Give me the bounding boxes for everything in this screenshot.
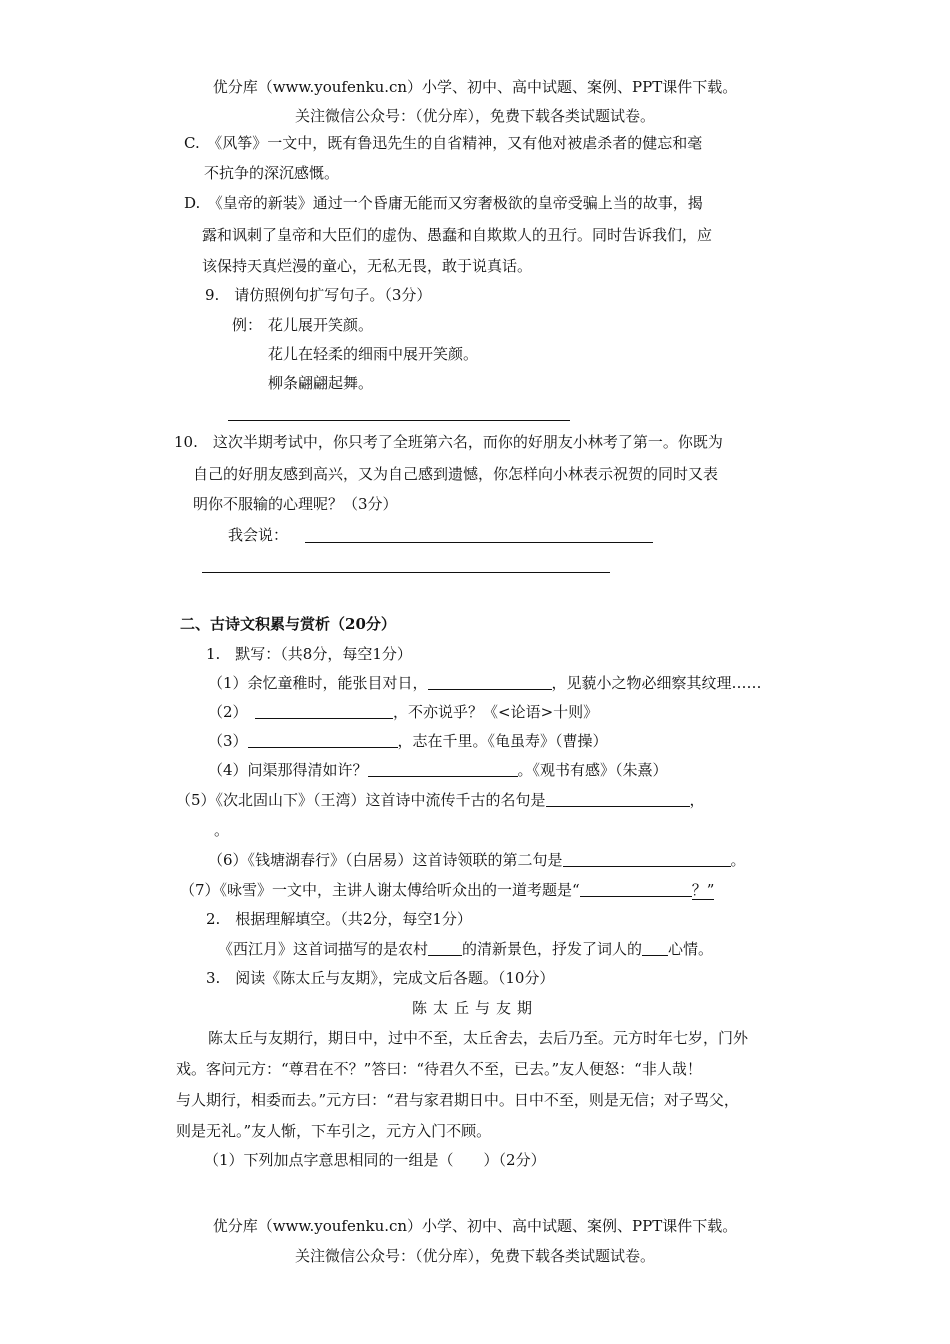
s2-q3-title: 3. 阅读《陈太丘与友期》，完成文后各题。（10分） <box>206 969 555 987</box>
s2-q1-item5-text-b: ， <box>689 791 705 809</box>
s2-q2-line <box>218 939 713 959</box>
q8-option-d-line3: 该保持天真烂漫的童心，无私无畏，敢于说真话。 <box>202 257 533 275</box>
s2-q1-item4-blank[interactable] <box>368 761 518 777</box>
s2-q2-blank-2[interactable] <box>642 940 668 956</box>
q10-answer-line-2[interactable] <box>202 572 610 573</box>
s2-q1-item7-text-b: ？” <box>691 881 715 899</box>
footer-line-1: 优分库（www.youfenku.cn）小学、初中、高中试题、案例、PPT课件下载。 <box>212 1217 738 1235</box>
s2-q1-item5-end: 。 <box>214 821 230 839</box>
s2-q1-item4-text-a: （4）问渠那得清如许？ <box>208 761 368 779</box>
q10-line3: 明你不服输的心理呢？（3分） <box>193 495 398 513</box>
q9-example-label: 例： <box>232 316 263 334</box>
s2-q1-item1-text-a: （1）余忆童稚时，能张目对日， <box>208 674 428 692</box>
s2-q1-item7-text-a: （7）《咏雪》一文中，主讲人谢太傅给听众出的一道考题是“ <box>180 881 580 899</box>
s2-q1-item5-text-a: （5）《次北固山下》（王湾）这首诗中流传千古的名句是 <box>176 791 546 809</box>
s2-q1-item7-blank[interactable] <box>580 881 692 897</box>
s2-q2-blank-1[interactable] <box>428 940 462 956</box>
s2-q1-item2 <box>208 702 598 722</box>
q10-line2: 自己的好朋友感到高兴，又为自己感到遗憾，你怎样向小林表示祝贺的同时又表 <box>193 465 719 483</box>
s2-q1-item4 <box>208 760 668 780</box>
section2-heading: 二、古诗文积累与赏析（20分） <box>180 615 396 633</box>
q9-example-2: 花儿在轻柔的细雨中展开笑颜。 <box>268 345 479 363</box>
s2-q1-item3-text-b: ，志在千里。《龟虽寿》（曹操） <box>397 732 608 750</box>
s2-q2-text-c: 心情。 <box>668 940 714 958</box>
q9-task-sentence: 柳条翩翩起舞。 <box>268 374 374 392</box>
s2-q1-item5 <box>176 790 705 810</box>
s2-q2-title: 2. 根据理解填空。（共2分，每空1分） <box>206 910 472 928</box>
s2-q1-item2-blank[interactable] <box>255 703 393 719</box>
s2-q1-item1-blank[interactable] <box>428 674 552 690</box>
s2-q1-item6-blank[interactable] <box>563 851 731 867</box>
s2-q3-passage-line1: 陈太丘与友期行，期日中，过中不至，太丘舍去，去后乃至。元方时年七岁，门外 <box>208 1029 749 1047</box>
q8-option-c-line1: C. 《风筝》一文中，既有鲁迅先生的自省精神，又有他对被虐杀者的健忘和毫 <box>184 134 703 152</box>
s2-q3-subquestion-1: （1）下列加点字意思相同的一组是（ ）（2分） <box>204 1151 546 1169</box>
s2-q1-item7 <box>180 880 714 900</box>
q8-option-d-line1: D. 《皇帝的新装》通过一个昏庸无能而又穷奢极欲的皇帝受骗上当的故事，揭 <box>184 194 703 212</box>
q9-answer-line[interactable] <box>228 420 570 421</box>
q8-option-d-line2: 露和讽刺了皇帝和大臣们的虚伪、愚蠢和自欺欺人的丑行。同时告诉我们，应 <box>202 226 713 244</box>
q9-example-1: 花儿展开笑颜。 <box>268 316 374 334</box>
s2-q3-passage-line2: 戏。客问元方：“尊君在不？”答曰：“待君久不至，已去。”友人便怒：“非人哉！ <box>176 1060 702 1078</box>
q9-title: 9. 请仿照例句扩写句子。（3分） <box>205 286 432 304</box>
q10-answer-line-1[interactable] <box>305 542 653 543</box>
s2-q1-item6 <box>208 850 746 870</box>
q8-option-c-line2: 不抗争的深沉感慨。 <box>204 164 340 182</box>
s2-q3-passage-title: 陈太丘与友期 <box>411 999 538 1017</box>
q10-line1: 10. 这次半期考试中，你只考了全班第六名，而你的好朋友小林考了第一。你既为 <box>174 433 723 451</box>
s2-q3-passage-line3: 与人期行，相委而去。”元方曰：“君与家君期日中。日中不至，则是无信；对子骂父， <box>176 1091 739 1109</box>
s2-q3-passage-line4: 则是无礼。”友人惭，下车引之，元方入门不顾。 <box>176 1122 492 1140</box>
s2-q2-text-a: 《西江月》这首词描写的是农村 <box>218 940 429 958</box>
s2-q1-item6-text-a: （6）《钱塘湖春行》（白居易）这首诗领联的第二句是 <box>208 851 563 869</box>
s2-q1-item1-text-b: ，见藐小之物必细察其纹理…… <box>551 674 762 692</box>
s2-q2-text-b: 的清新景色，抒发了词人的 <box>462 940 643 958</box>
s2-q1-item3 <box>208 731 608 751</box>
s2-q1-item3-blank[interactable] <box>248 732 398 748</box>
q10-answer-label: 我会说： <box>228 526 289 544</box>
s2-q1-item4-text-b: 。《观书有感》（朱熹） <box>517 761 668 779</box>
s2-q1-title: 1. 默写：（共8分，每空1分） <box>206 645 412 663</box>
header-line-1: 优分库（www.youfenku.cn）小学、初中、高中试题、案例、PPT课件下载。 <box>212 78 738 96</box>
s2-q1-item2-text-b: ，不亦说乎？《<论语>十则》 <box>393 703 599 721</box>
header-line-2: 关注微信公众号：（优分库），免费下载各类试题试卷。 <box>294 107 655 125</box>
s2-q1-item2-text-a: （2） <box>208 703 256 721</box>
s2-q1-item1 <box>208 673 762 693</box>
s2-q1-item3-text-a: （3） <box>208 732 248 750</box>
s2-q1-item6-text-b: 。 <box>730 851 746 869</box>
footer-line-2: 关注微信公众号：（优分库），免费下载各类试题试卷。 <box>294 1247 655 1265</box>
s2-q1-item5-blank-1[interactable] <box>546 791 690 807</box>
